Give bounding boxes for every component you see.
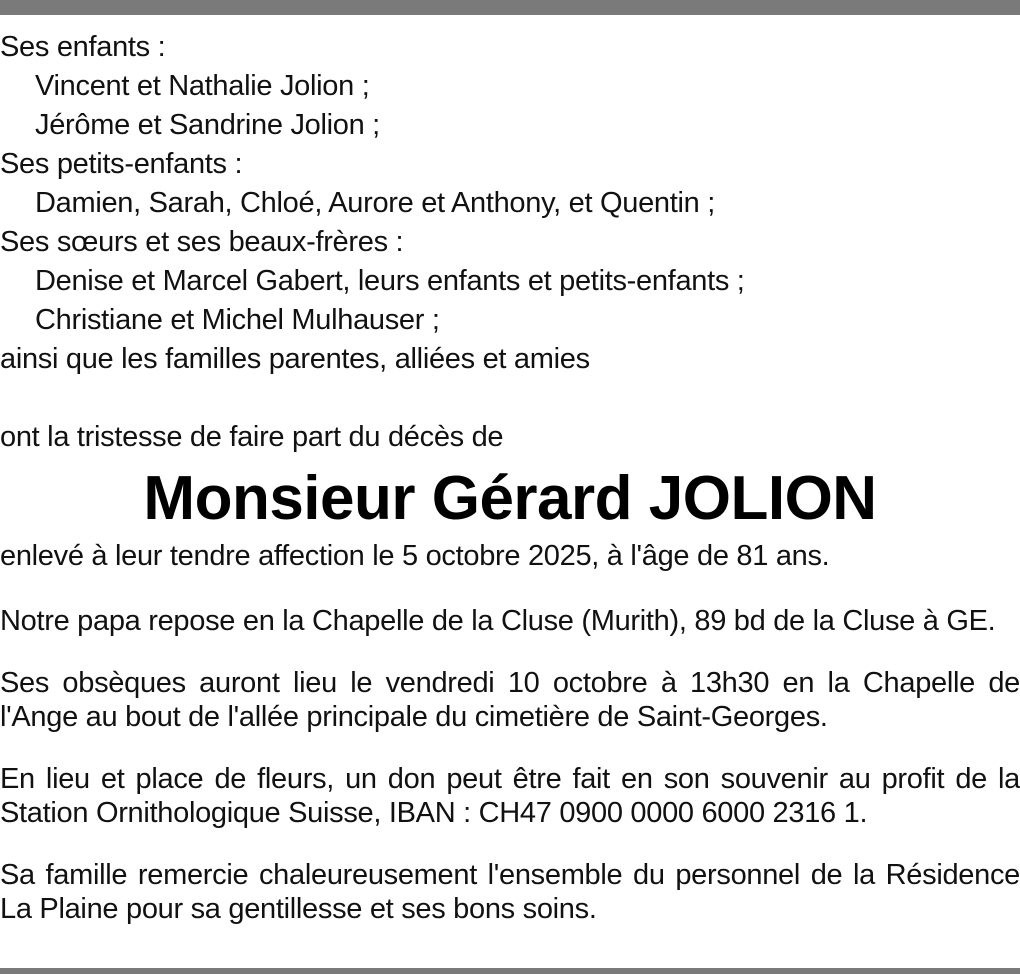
child-entry: Vincent et Nathalie Jolion ;: [35, 70, 370, 102]
grandchildren-label: Ses petits-enfants :: [0, 148, 243, 180]
announcement-text: ont la tristesse de faire part du décès de: [0, 421, 504, 453]
rest-location-paragraph: Notre papa repose en la Chapelle de la Cluse (Murith), 89 bd de la Cluse à GE.: [0, 605, 996, 637]
grandchildren-entry: Damien, Sarah, Chloé, Aurore et Anthony, et Quentin ;: [35, 187, 715, 219]
thanks-paragraph: Sa famille remercie chaleureusement l'ensemble du personnel de la Résidence La Plaine pour sa gentillesse et ses bons soins.: [0, 859, 1020, 925]
funeral-paragraph: Ses obsèques auront lieu le vendredi 10 octobre à 13h30 en la Chapelle de l'Ange au bout de l'allée principale du cimetière de Saint-Georges.: [0, 667, 1020, 733]
top-border-rule: [0, 0, 1020, 15]
child-entry: Jérôme et Sandrine Jolion ;: [35, 109, 380, 141]
bottom-border-rule: [0, 968, 1020, 974]
death-info: enlevé à leur tendre affection le 5 octobre 2025, à l'âge de 81 ans.: [0, 540, 830, 572]
donation-paragraph: En lieu et place de fleurs, un don peut être fait en son souvenir au profit de la Station Ornithologique Suisse, IBAN : CH47 0900 0000 6000 2316 1.: [0, 763, 1020, 829]
sibling-entry: Denise et Marcel Gabert, leurs enfants et petits-enfants ;: [35, 265, 745, 297]
spacer: [0, 379, 1020, 418]
obituary-notice: [0, 28, 1020, 926]
sibling-entry: Christiane et Michel Mulhauser ;: [35, 304, 440, 336]
children-label: Ses enfants :: [0, 31, 166, 63]
siblings-label: Ses sœurs et ses beaux-frères :: [0, 226, 404, 258]
family-closing: ainsi que les familles parentes, alliées et amies: [0, 343, 590, 375]
deceased-name: Monsieur Gérard JOLION: [143, 464, 877, 533]
